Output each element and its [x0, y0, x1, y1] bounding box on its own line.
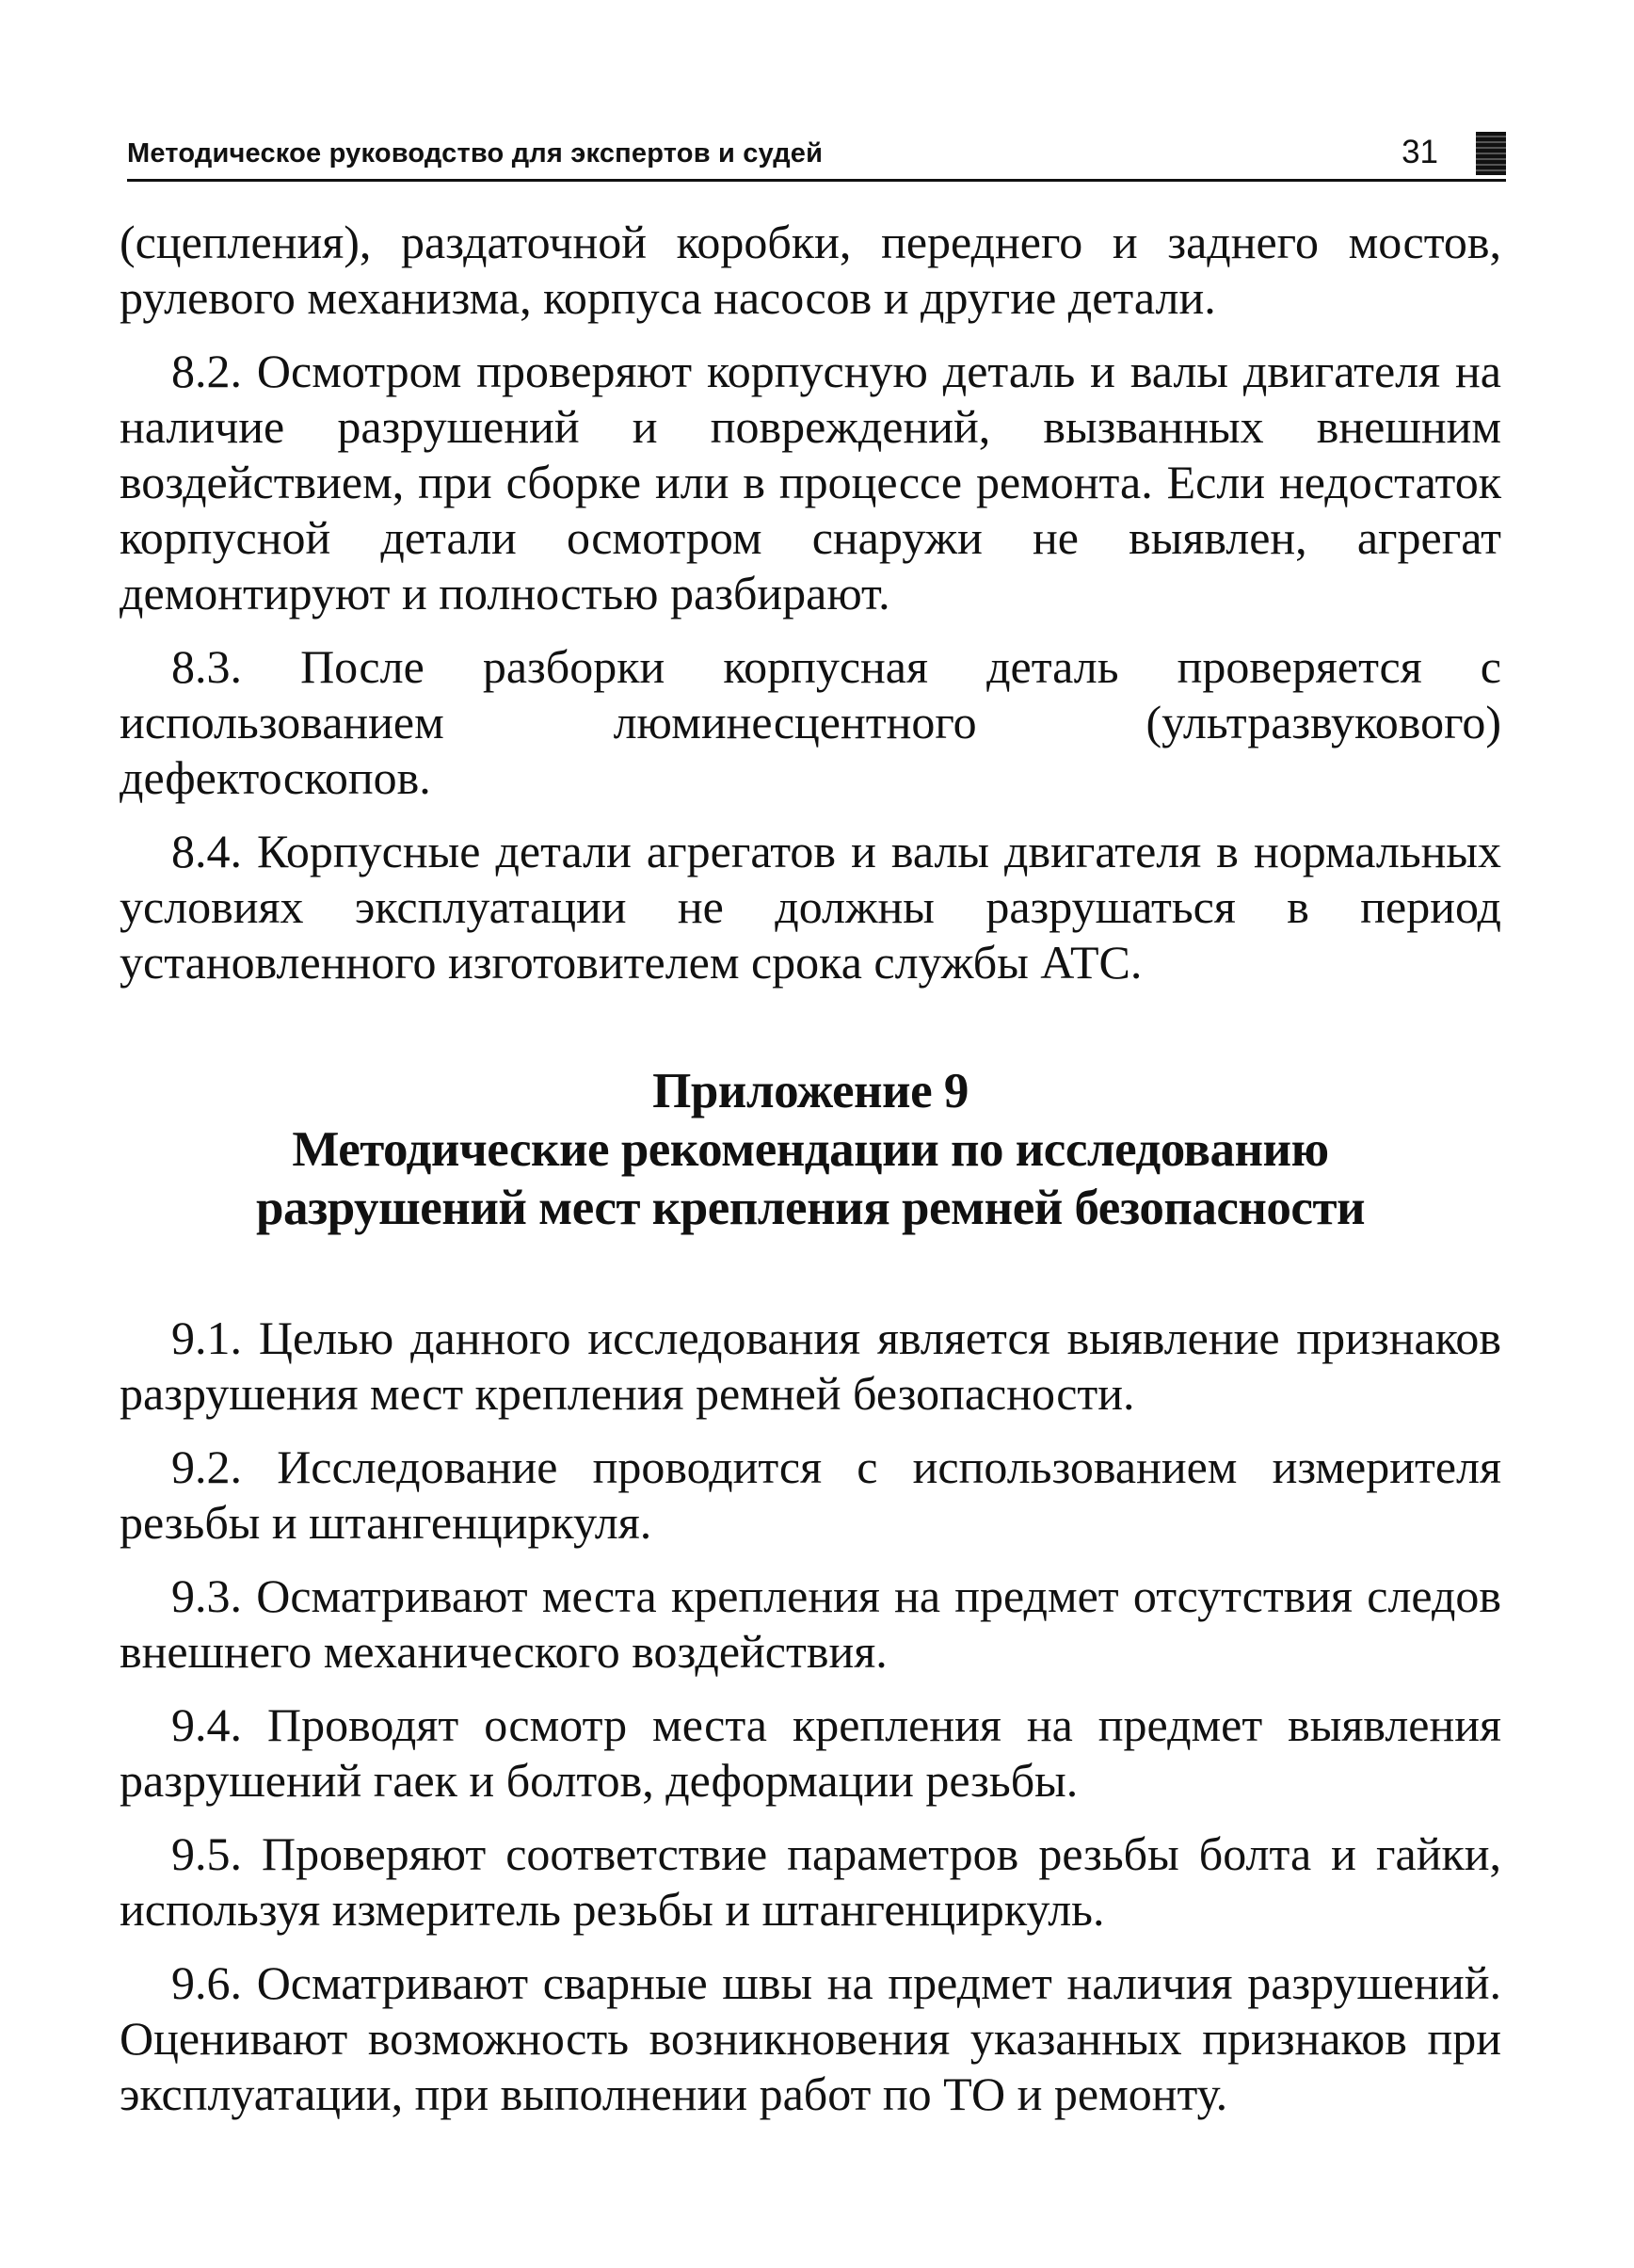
paragraph-9-5: 9.5. Проверяют соответствие параметров резьбы болта и гайки, используя измеритель резьбы и штангенциркуль.: [120, 1827, 1501, 1936]
paragraph-9-3: 9.3. Осматривают места крепления на предмет отсутствия следов внешнего механического воздействия.: [120, 1569, 1501, 1678]
paragraph-continuation: (сцепления), раздаточной коробки, переднего и заднего мостов, рулевого механизма, корпуса насосов и другие детали.: [120, 216, 1501, 324]
header-title: Методическое руководство для экспертов и судей: [127, 138, 824, 169]
appendix-label: Приложение 9: [652, 1064, 969, 1118]
paragraph-8-2: 8.2. Осмотром проверяют корпусную деталь и валы двигателя на наличие разрушений и повреждений, вызванных внешним воздействием, при сборке или в процессе ремонта. Если недостаток корпусной детали осмотром снаружи не выявлен, агрегат демонтируют и полностью разбирают.: [120, 345, 1501, 619]
page-body: [120, 215, 1501, 2140]
paragraph-9-1: 9.1. Целью данного исследования является выявление признаков разрушения мест крепления ремней безопасности.: [120, 1311, 1501, 1420]
appendix-title-line-2: разрушений мест крепления ремней безопасности: [255, 1181, 1366, 1235]
page-marker-icon: [1476, 132, 1506, 175]
paragraph-8-3: 8.3. После разборки корпусная деталь проверяется с использованием люминесцентного (ультразвукового) дефектоскопов.: [120, 640, 1501, 804]
paragraph-9-6: 9.6. Осматривают сварные швы на предмет наличия разрушений. Оценивают возможность возникновения указанных признаков при эксплуатации, при выполнении работ по ТО и ремонту.: [120, 1956, 1501, 2120]
paragraph-9-2: 9.2. Исследование проводится с использованием измерителя резьбы и штангенциркуля.: [120, 1440, 1501, 1549]
running-header: [127, 122, 1506, 182]
page-number: 31: [1402, 134, 1438, 170]
appendix-title-line-1: Методические рекомендации по исследованию: [292, 1122, 1329, 1177]
paragraph-9-4: 9.4. Проводят осмотр места крепления на предмет выявления разрушений гаек и болтов, деформации резьбы.: [120, 1698, 1501, 1807]
paragraph-8-4: 8.4. Корпусные детали агрегатов и валы двигателя в нормальных условиях эксплуатации не должны разрушаться в период установленного изготовителем срока службы АТС.: [120, 825, 1501, 989]
appendix-heading: [120, 1062, 1501, 1237]
